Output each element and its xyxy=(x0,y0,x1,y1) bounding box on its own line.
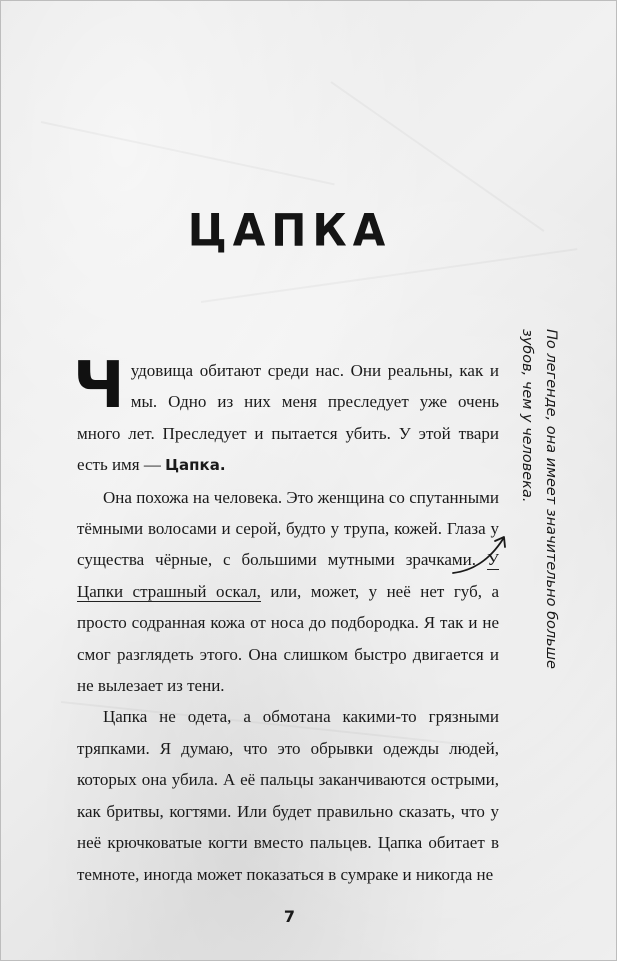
annotation-arrow-icon xyxy=(451,521,511,581)
margin-note-line-1: По легенде, она имеет значительно больше xyxy=(543,329,559,669)
creature-name-bold: Цапка. xyxy=(165,456,226,475)
margin-note-text xyxy=(515,329,563,689)
paragraph-2 xyxy=(77,482,499,702)
margin-note xyxy=(511,329,563,689)
drop-cap: Ч xyxy=(73,349,125,423)
chapter-title: ЦАПКА xyxy=(187,204,392,257)
paragraph-1-text: удовища обитают среди нас. Они реальны, как и мы. Одно из них меня преследует уже очень много лет. Преследует и пытается убить. У этой твари есть имя — xyxy=(77,361,499,475)
chapter-body xyxy=(73,349,499,890)
paragraph-1 xyxy=(73,349,499,482)
underlined-phrase: У Цапки страшный оскал, xyxy=(77,550,499,601)
paragraph-2-text-end: или, может, у неё нет губ, а просто содранная кожа от носа до подбородка. Я так и не смог разглядеть этого. Она слишком быстро двигается и не вылезает из тени. xyxy=(77,581,499,696)
paragraph-3: Цапка не одета, а обмотана какими-то грязными тряпками. Я думаю, что это обрывки одежды людей, которых она убила. А её пальцы заканчиваются острыми, как бритвы, когтями. Или будет правильно сказать, что у неё крючковатые когти вместо пальцев. Цапка обитает в темноте, иногда может показаться в сумраке и никогда не xyxy=(77,707,499,884)
page-number: 7 xyxy=(283,907,296,926)
margin-note-line-2: зубов, чем у человека. xyxy=(519,329,535,503)
paragraph-2-text-start: Она похожа на человека. Это женщина со спутанными тёмными волосами и серой, будто у трупа, кожей. Глаза у существа чёрные, с большими мутными зрачками. xyxy=(77,487,499,570)
